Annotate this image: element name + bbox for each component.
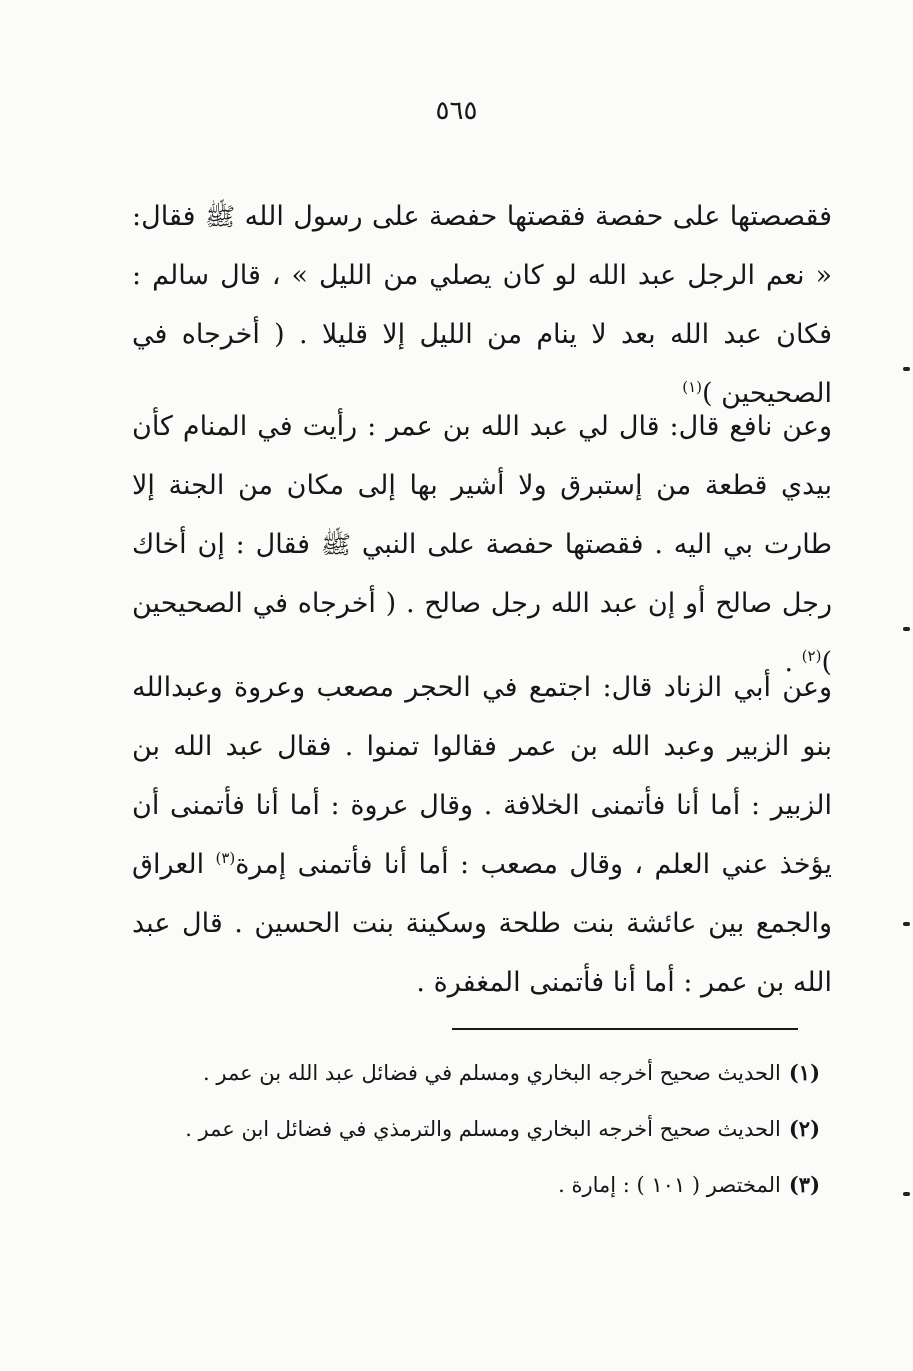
scan-margin-mark: [903, 627, 910, 631]
footnotes: [140, 1045, 820, 1213]
footnote-ref-2: (٢): [801, 647, 822, 665]
footnote-ref-1: (١): [682, 378, 703, 396]
paragraph-1-text-b: فقال: « نعم الرجل عبد الله لو كان يصلي من الليل » ، قال سالم : فكان عبد الله بعد لا ينام من الليل إلا قليلا . ( أخرجاه في الصحيحين ): [132, 201, 832, 409]
footnote-1: [140, 1045, 820, 1101]
paragraph-3-text-b: العراق والجمع بين عائشة بنت طلحة وسكينة بنت الحسين . قال عبد الله بن عمر : أما أنا فأتمنى المغفرة .: [132, 849, 832, 998]
footnote-number: (٢): [788, 1116, 820, 1141]
footnote-3: [140, 1157, 820, 1213]
paragraph-3-text-a: وعن أبي الزناد قال: اجتمع في الحجر مصعب وعروة وعبدالله بنو الزبير وعبد الله بن عمر فقالوا تمنوا . فقال عبد الله بن الزبير : أما أنا فأتمنى الخلافة . وقال عروة : أما أنا فأتمنى أن يؤخذ عني العلم ، وقال مصعب : أما أنا فأتمنى إمرة: [132, 672, 832, 880]
salutation-glyph: ﷺ: [320, 530, 352, 559]
footnote-2: [140, 1101, 820, 1157]
scan-margin-mark: [903, 1192, 910, 1196]
paragraph-2-text-b: فقال : إن أخاك رجل صالح أو إن عبد الله رجل صالح . ( أخرجاه في الصحيحين ): [132, 529, 832, 678]
page-number: ٥٦٥: [435, 96, 478, 126]
footnote-text: الحديث صحيح أخرجه البخاري ومسلم والترمذي في فضائل ابن عمر .: [185, 1117, 781, 1141]
scan-margin-mark: [903, 367, 910, 371]
paragraph-2-text-a: وعن نافع قال: قال لي عبد الله بن عمر : رأيت في المنام كأن بيدي قطعة من إستبرق ولا أشير بها إلى مكان من الجنة إلا طارت بي اليه . فقصتها حفصة على النبي: [132, 411, 832, 560]
paragraph-2: [132, 397, 832, 692]
salutation-glyph: ﷺ: [205, 202, 236, 231]
footnote-number: (١): [788, 1060, 820, 1085]
paragraph-1-text-a: فقصصتها على حفصة فقصتها حفصة على رسول الله: [235, 201, 833, 232]
footnote-divider: [452, 1028, 798, 1030]
footnote-number: (٣): [788, 1172, 820, 1197]
footnote-ref-3: (٣): [215, 849, 236, 867]
paragraph-3: [132, 658, 832, 1012]
scan-margin-mark: [903, 922, 910, 926]
footnote-text: المختصر ( ١٠١ ) : إمارة .: [558, 1173, 781, 1197]
paragraph-2-tail: .: [784, 647, 802, 678]
paragraph-1: [132, 187, 832, 423]
footnote-text: الحديث صحيح أخرجه البخاري ومسلم في فضائل عبد الله بن عمر .: [203, 1061, 781, 1085]
